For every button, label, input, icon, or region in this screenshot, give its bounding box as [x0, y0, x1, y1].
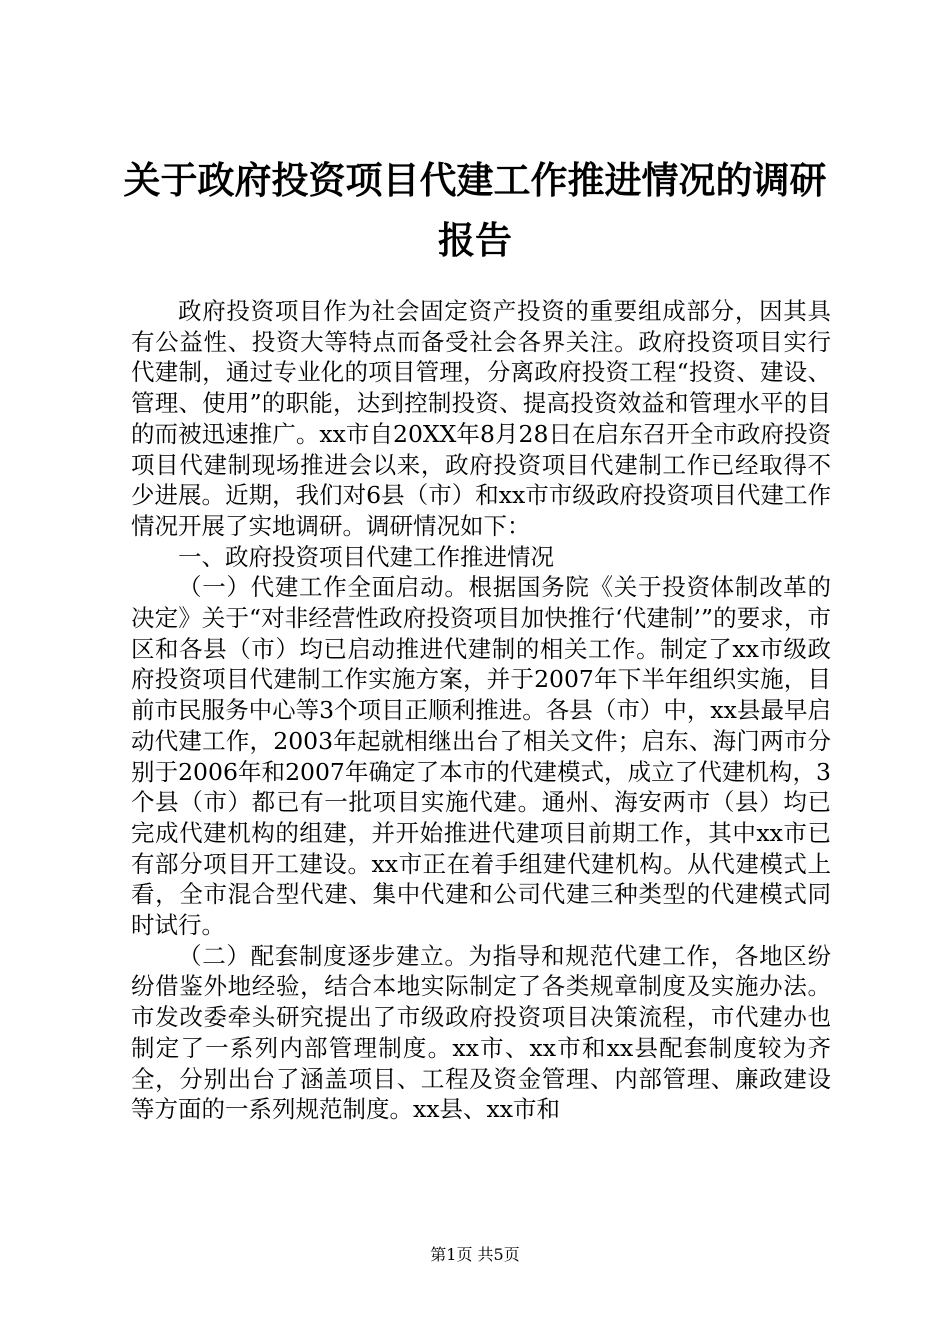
paragraph-intro: 政府投资项目作为社会固定资产投资的重要组成部分，因其具有公益性、投资大等特点而备受社会各界关注。政府投资项目实行代建制，通过专业化的项目管理，分离政府投资工程“投资、建设、管理、使用”的职能，达到控制投资、提高投资效益和管理水平的目的而被迅速推广。xx市自20XX年8月28日在启东召开全市政府投资项目代建制现场推进会以来，政府投资项目代建制工作已经取得不少进展。近期，我们对6县（市）和xx市市级政府投资项目代建工作情况开展了实地调研。调研情况如下：	[131, 297, 831, 540]
document-body	[131, 296, 831, 1125]
page-footer: 第1页 共5页	[430, 1245, 520, 1264]
paragraph-2: （二）配套制度逐步建立。为指导和规范代建工作，各地区纷纷借鉴外地经验，结合本地实际制定了各类规章制度及实施办法。市发改委牵头研究提出了市级政府投资项目决策流程，市代建办也制定了一系列内部管理制度。xx市、xx市和xx县配套制度较为齐全，分别出台了涵盖项目、工程及资金管理、内部管理、廉政建设等方面的一系列规范制度。xx县、xx市和	[131, 941, 831, 1124]
paragraph-1: （一）代建工作全面启动。根据国务院《关于投资体制改革的决定》关于“对非经营性政府投资项目加快推行‘代建制’”的要求，市区和各县（市）均已启动推进代建制的相关工作。制定了xx市级政府投资项目代建制工作实施方案，并于2007年下半年组织实施，目前市民服务中心等3个项目正顺利推进。各县（市）中，xx县最早启动代建工作，2003年起就相继出台了相关文件；启东、海门两市分别于2006年和2007年确定了本市的代建模式，成立了代建机构，3个县（市）都已有一批项目实施代建。通州、海安两市（县）均已完成代建机构的组建，并开始推进代建项目前期工作，其中xx市已有部分项目开工建设。xx市正在着手组建代建机构。从代建模式上看，全市混合型代建、集中代建和公司代建三种类型的代建模式同时试行。	[131, 573, 831, 940]
section-heading: 一、政府投资项目代建工作推进情况	[178, 542, 554, 571]
document-title: 关于政府投资项目代建工作推进情况的调研报告	[123, 158, 827, 262]
